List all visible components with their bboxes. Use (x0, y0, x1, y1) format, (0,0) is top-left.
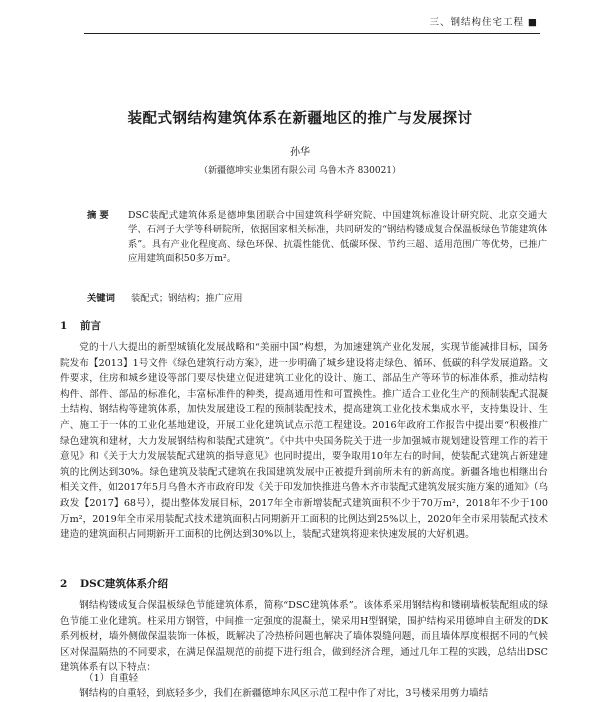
author-name: 孙华 (290, 147, 310, 158)
running-head: 三、钢结构住宅工程 ■ (429, 17, 538, 28)
section-2-paragraph-2: 钢结构的自重轻，到底轻多少，我们在新疆德坤东风区示范工程中作了对比，3号楼采用剪力墙结 (79, 688, 489, 699)
section-title: DSC建筑体系介绍 (80, 578, 169, 590)
section-2-paragraph: 钢结构镂成复合保温板绿色节能建筑体系，简称“DSC建筑体系”。该体系采用钢结构和镂刷墙板装配组成的绿色节能工业化建筑。柱采用方钢管，中间推一定强度的混凝土，梁采用H型钢梁，围护结构采用德坤自主研发的DK系列板材，墙外侧做保温装饰一体板，既解决了冷热桥问题也解决了墙体裂缝问题，而且墙体厚度根据不同的气候区对保温隔热的不同要求，在满足保温规范的前提下进行组合，做到经济合理，通过几年工程的实践，总结出DSC建筑体系有以下特点： (60, 600, 548, 674)
author-affiliation: （新疆德坤实业集团有限公司 乌鲁木齐 830021） (198, 166, 402, 176)
paper-title: 装配式钢结构建筑体系在新疆地区的推广与发展探讨 (127, 110, 473, 127)
section-title: 前言 (80, 320, 101, 332)
keywords-label: 关键词 (87, 293, 115, 304)
section-1-paragraph: 党的十八大提出的新型城镇化发展战略和“美丽中国”构想，为加速建筑产业化发展，实现节能减排目标，国务院发布【2013】1号文件《绿色建筑行动方案》，进一步明确了城乡建设将走绿色、循环、低碳的科学发展道路。文件要求，住房和城乡建设等部门要尽快建立促进建筑工业化的设计、施工、部品生产等环节的标准体系，推动结构构件、部件、部品的标准化，丰富标准件的种类，提高通用性和可置换性。推广适合工业化生产的预制装配式混凝土结构、钢结构等建筑体系，加快发展建设工程的预制装配技术，提高建筑工业化技术集成水平，支持集设计、生产、施工于一体的工业化基地建设，开展工业化建筑试点示范工程建设。2016年政府工作报告中提出要“积极推广绿色建筑和建材，大力发展钢结构和装配式建筑”。《中共中央国务院关于进一步加强城市规划建设管理工作的若干意见》和《关于大力发展装配式建筑的指导意见》也同时提出，要争取用10年左右的时间，使装配式建筑占新建建筑的比例达到30%。绿色建筑及装配式建筑在我国建筑发展中正被提升到前所未有的新高度。新疆各地也相继出台相关文件，如2017年5月乌鲁木齐市政府印发《关于印发加快推进乌鲁木齐市装配式建筑发展实施方案的通知》（乌政发【2017】68号），提出整体发展目标，2017年全市新增装配式建筑面积不少于70万m²，2018年不少于100万m²，2019年全市采用装配式技术建筑面积占同期新开工面积的比例达到25%以上，2020年全市采用装配式技术建造的建筑面积占同期新开工面积的比例达到30%以上，装配式建筑将迎来快速发展的大好机遇。 (60, 342, 548, 541)
keywords-text: 装配式；钢结构；推广应用 (130, 293, 243, 304)
abstract-block (87, 209, 547, 267)
keywords-block (87, 290, 243, 304)
section-heading-1 (60, 318, 101, 333)
abstract-text: DSC装配式建筑体系是德坤集团联合中国建筑科学研究院、中国建筑标准设计研究院、北京交通大学、石河子大学等科研院所，依据国家相关标准，共同研发的“钢结构镂成复合保温板绿色节能建筑体系”。具有产业化程度高、绿色环保、抗震性能优、低碳环保、节约三超、适用范围广等优势，已推广应用建筑面积50多万m²。 (128, 210, 547, 265)
subsection-heading: （1）自重轻 (84, 673, 139, 684)
header-rule (84, 33, 540, 34)
section-number: 1 (60, 320, 68, 332)
section-heading-2 (60, 576, 168, 591)
section-number: 2 (60, 578, 68, 590)
abstract-label: 摘 要 (87, 210, 109, 221)
